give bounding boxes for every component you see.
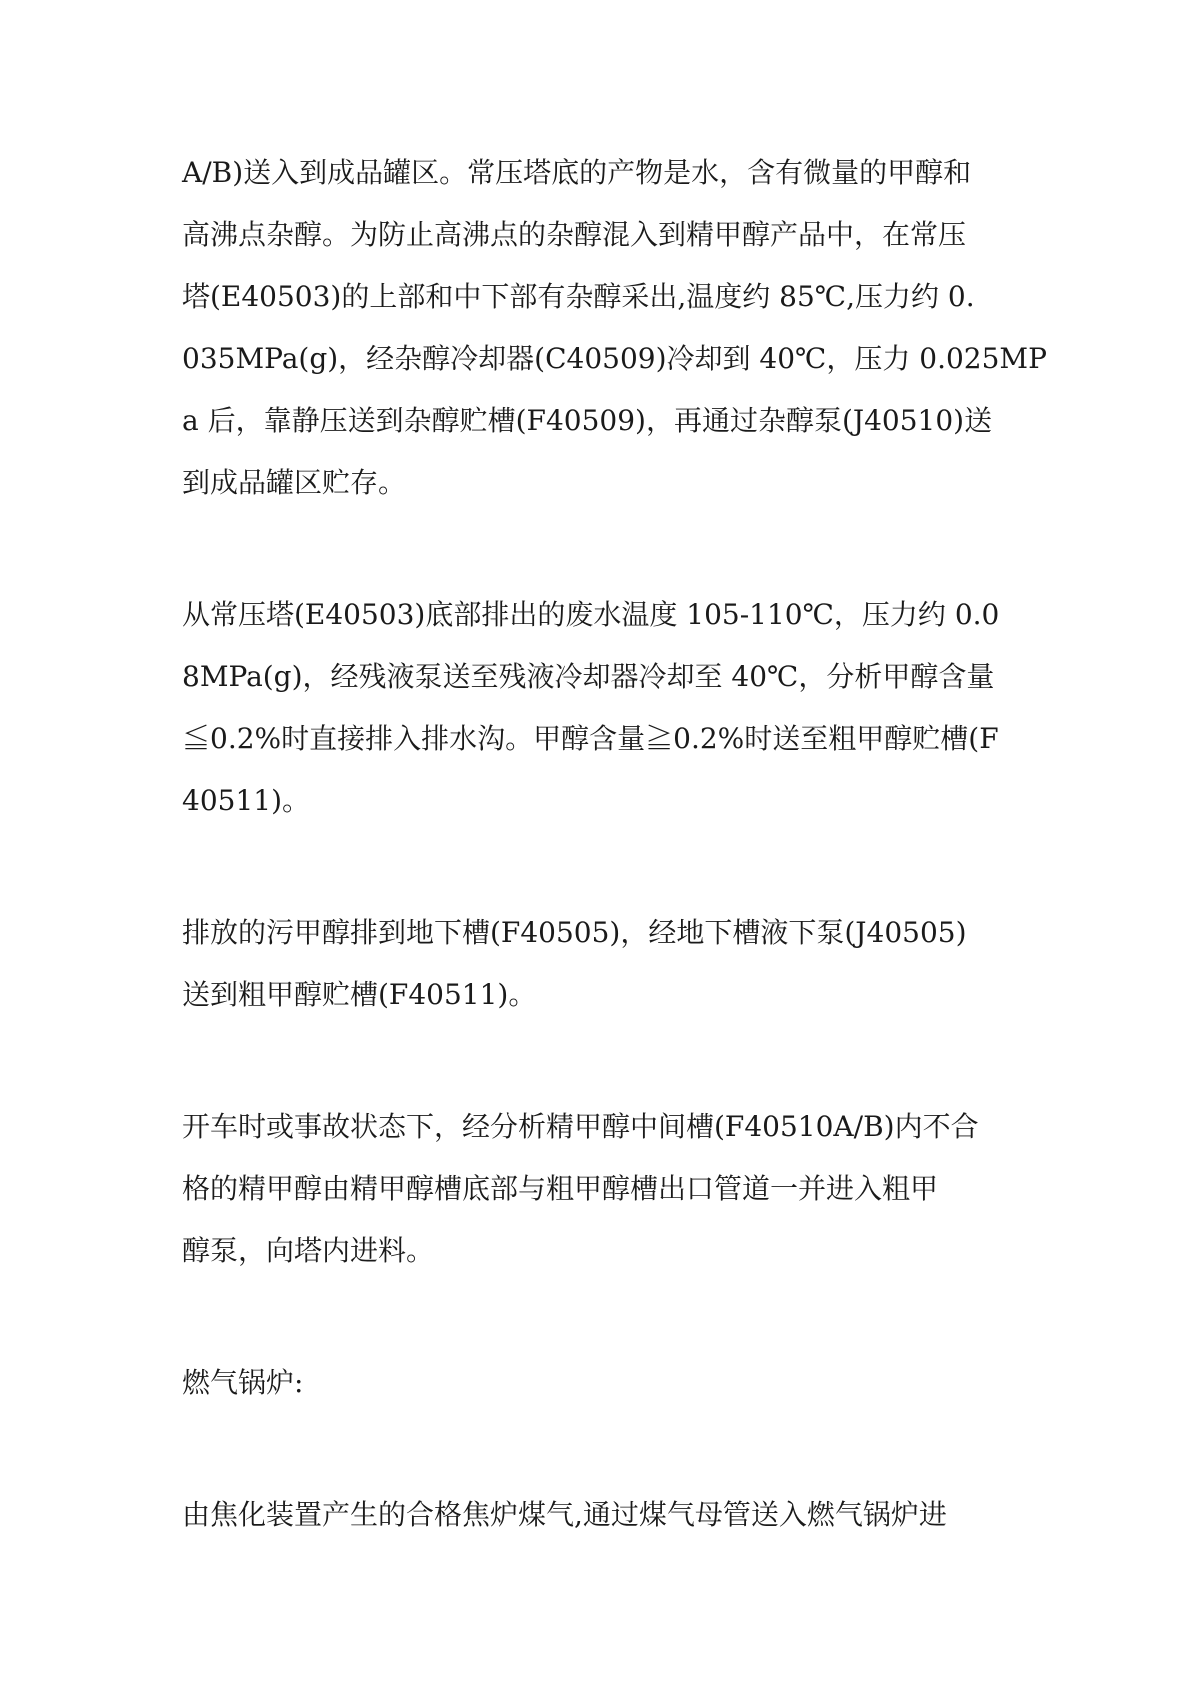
paragraph-spacer xyxy=(182,832,1022,902)
paragraph-waste-water xyxy=(182,584,1022,832)
text-line: 035MPa(g)，经杂醇冷却器(C40509)冷却到 40℃，压力 0.025MP xyxy=(182,342,1047,375)
paragraph-spacer xyxy=(182,1026,1022,1096)
text-line: A/B)送入到成品罐区。常压塔底的产物是水，含有微量的甲醇和 xyxy=(182,156,972,189)
section-heading-gas-boiler xyxy=(182,1352,1022,1414)
text-line: 从常压塔(E40503)底部排出的废水温度 105-110℃，压力约 0.0 xyxy=(182,598,1000,631)
paragraph-dirty-methanol xyxy=(182,902,1022,1026)
text-line: ≦0.2%时直接排入排水沟。甲醇含量≧0.2%时送至粗甲醇贮槽(F xyxy=(182,722,999,755)
text-line: 到成品罐区贮存。 xyxy=(182,466,407,499)
text-line: 格的精甲醇由精甲醇槽底部与粗甲醇槽出口管道一并进入粗甲 xyxy=(182,1172,939,1205)
text-line: 燃气锅炉: xyxy=(182,1366,304,1399)
text-line: 40511)。 xyxy=(182,784,310,817)
text-line: 醇泵，向塔内进料。 xyxy=(182,1234,435,1267)
text-line: 送到粗甲醇贮槽(F40511)。 xyxy=(182,978,537,1011)
paragraph-spacer xyxy=(182,514,1022,584)
document-body xyxy=(182,142,1047,1546)
text-line: 高沸点杂醇。为防止高沸点的杂醇混入到精甲醇产品中，在常压 xyxy=(182,218,967,251)
paragraph-spacer xyxy=(182,1282,1022,1352)
text-line: 塔(E40503)的上部和中下部有杂醇采出,温度约 85℃,压力约 0. xyxy=(182,280,975,313)
text-line: 8MPa(g)，经残液泵送至残液冷却器冷却至 40℃，分析甲醇含量 xyxy=(182,660,995,693)
paragraph-startup xyxy=(182,1096,1022,1282)
text-line: a 后，靠静压送到杂醇贮槽(F40509)，再通过杂醇泵(J40510)送 xyxy=(182,404,993,437)
text-line: 由焦化装置产生的合格焦炉煤气,通过煤气母管送入燃气锅炉进 xyxy=(182,1498,947,1531)
paragraph-methanol-product xyxy=(182,142,1047,514)
paragraph-spacer xyxy=(182,1414,1022,1484)
text-line: 排放的污甲醇排到地下槽(F40505)，经地下槽液下泵(J40505) xyxy=(182,916,967,949)
text-line: 开车时或事故状态下，经分析精甲醇中间槽(F40510A/B)内不合 xyxy=(182,1110,979,1143)
paragraph-coke-gas xyxy=(182,1484,1022,1546)
